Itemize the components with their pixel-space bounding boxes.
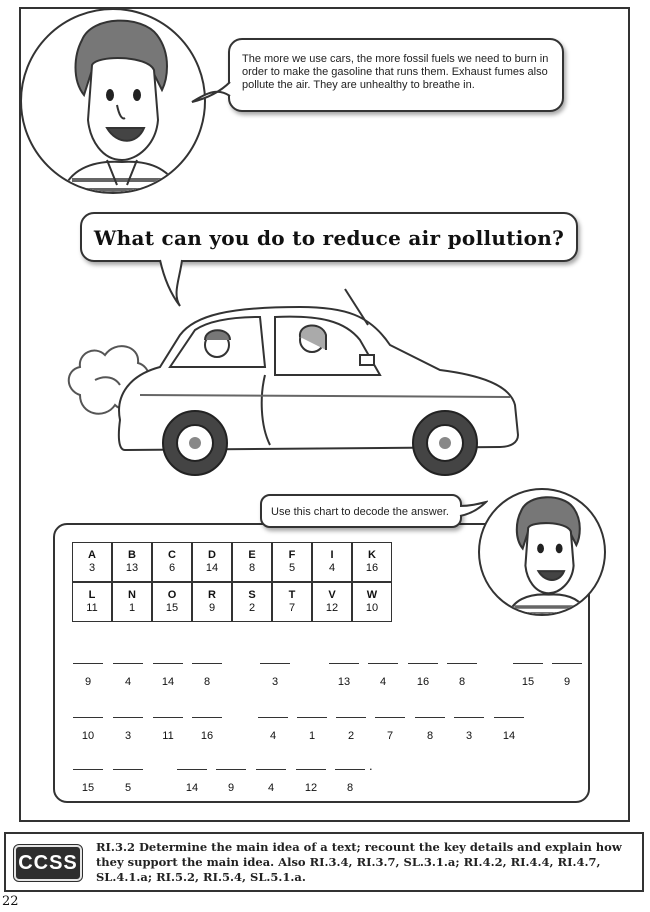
decoder-cell: D 14 [192, 542, 232, 582]
answer-slot[interactable]: 13 [328, 663, 360, 688]
answer-slot[interactable]: 16 [191, 717, 223, 742]
decoder-cell: K 16 [352, 542, 392, 582]
intro-speech-text: The more we use cars, the more fossil fuels we need to burn in order to make the gasoline that runs them. Exhaust fumes also pollute the air. They are unhealthy to breathe in. [242, 53, 549, 91]
answer-slot[interactable]: 15 [512, 663, 544, 688]
chart-hint-bubble [260, 494, 462, 528]
chart-hint-tail [458, 500, 488, 520]
answer-slot[interactable]: 11 [152, 717, 184, 742]
decoder-cell: R 9 [192, 582, 232, 622]
boy-portrait-small [478, 488, 606, 616]
answer-slot[interactable]: 4 [257, 717, 289, 742]
intro-bubble-tail [190, 80, 232, 106]
decoder-cell: N 1 [112, 582, 152, 622]
intro-speech-bubble [228, 38, 564, 112]
answer-slot[interactable]: 4 [255, 769, 287, 794]
decoder-cell: F 5 [272, 542, 312, 582]
answer-slot[interactable]: 3 [112, 717, 144, 742]
answer-slot[interactable]: 1 [296, 717, 328, 742]
ccss-badge: CCSS [14, 845, 82, 881]
question-bubble [80, 212, 578, 262]
answer-slot[interactable]: 14 [152, 663, 184, 688]
answer-slot[interactable]: 9 [215, 769, 247, 794]
page-number: 22 [2, 894, 19, 909]
answer-slot[interactable]: 8 [414, 717, 446, 742]
boy-illustration [22, 10, 206, 194]
answer-slot[interactable]: 2 [335, 717, 367, 742]
chart-hint-text: Use this chart to decode the answer. [271, 506, 449, 518]
answer-slot[interactable]: 12 [295, 769, 327, 794]
decoder-cell: L 11 [72, 582, 112, 622]
answer-slot[interactable]: 3 [453, 717, 485, 742]
decoder-cell: W 10 [352, 582, 392, 622]
answer-slot[interactable]: 9 [551, 663, 583, 688]
boy-portrait-large [20, 8, 206, 194]
decoder-cell: I 4 [312, 542, 352, 582]
decoder-cell: V 12 [312, 582, 352, 622]
answer-slot[interactable]: 14 [176, 769, 208, 794]
answer-slot[interactable]: 7 [374, 717, 406, 742]
decoder-cell: E 8 [232, 542, 272, 582]
answer-slot[interactable]: 16 [407, 663, 439, 688]
car-illustration [60, 285, 530, 480]
answer-slot[interactable]: 8 [191, 663, 223, 688]
question-text: What can you do to reduce air pollution? [93, 226, 565, 250]
decoder-chart [72, 542, 392, 622]
answer-slot[interactable]: 14 [493, 717, 525, 742]
answer-slot[interactable]: 4 [367, 663, 399, 688]
decoder-cell: C 6 [152, 542, 192, 582]
ccss-standards-text: RI.3.2 Determine the main idea of a text; recount the key details and explain how they support the main idea. Also RI.3.4, RI.3.7, SL.3.1.a; RI.4.2, RI.4.4, RI.4.7, SL.4.1.a; RI.5.2, RI.5.4, SL.5.1.a. [96, 840, 622, 884]
answer-slot[interactable]: 3 [259, 663, 291, 688]
answer-slot[interactable]: 8 [446, 663, 478, 688]
decoder-cell: T 7 [272, 582, 312, 622]
answer-slot[interactable]: 9 [72, 663, 104, 688]
boy-illustration-small [480, 490, 606, 616]
answer-slot[interactable]: 10 [72, 717, 104, 742]
sentence-period: . [369, 758, 373, 773]
answer-slot[interactable]: 15 [72, 769, 104, 794]
decoder-cell: O 15 [152, 582, 192, 622]
decoder-cell: S 2 [232, 582, 272, 622]
answer-slot[interactable]: 4 [112, 663, 144, 688]
decoder-cell: A 3 [72, 542, 112, 582]
decoder-cell: B 13 [112, 542, 152, 582]
answer-slot[interactable]: 8 [334, 769, 366, 794]
answer-slot[interactable]: 5 [112, 769, 144, 794]
ccss-standards-bar [4, 832, 644, 892]
